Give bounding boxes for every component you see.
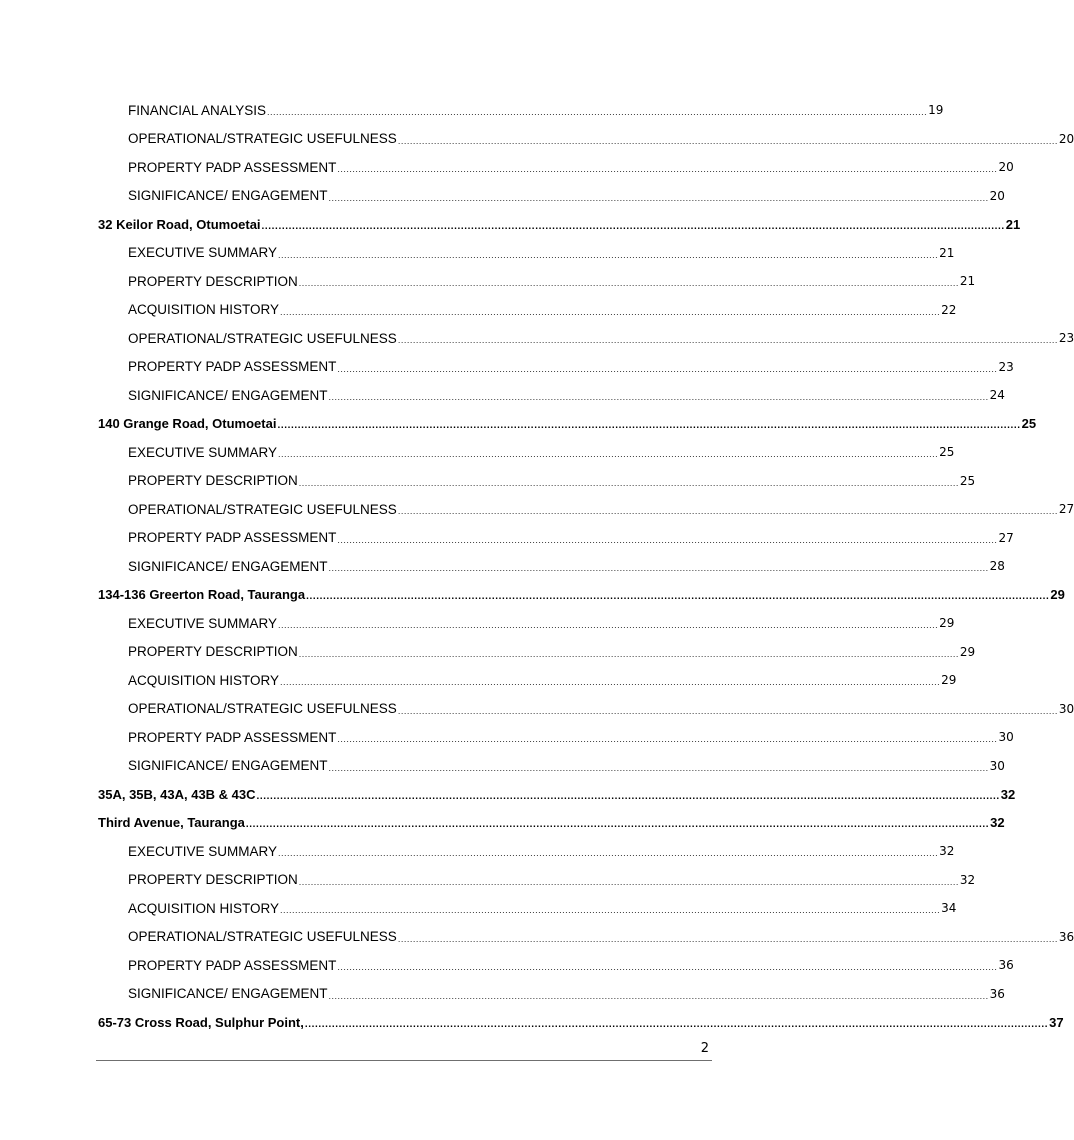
toc-entry-page: 21 xyxy=(939,245,955,260)
toc-dot-leader: ............................................................................................................................................................................................................................ xyxy=(256,790,1000,802)
toc-entry-title: SIGNIFICANCE/ ENGAGEMENT xyxy=(128,558,328,574)
toc-entry-title: PROPERTY PADP ASSESSMENT xyxy=(128,729,337,745)
toc-entry-page: 24 xyxy=(989,388,1005,403)
toc-entry-page: 27 xyxy=(998,530,1014,545)
toc-dot-leader: ............................................................................................................................................................................................................................ xyxy=(337,534,998,545)
toc-dot-leader: ............................................................................................................................................................................................................................ xyxy=(298,477,959,488)
toc-entry-title: SIGNIFICANCE/ ENGAGEMENT xyxy=(128,188,328,204)
toc-entry[interactable] xyxy=(0,324,1074,353)
toc-entry[interactable] xyxy=(0,353,1014,382)
toc-dot-leader: ............................................................................................................................................................................................................................ xyxy=(397,506,1058,517)
toc-entry[interactable] xyxy=(0,1008,1064,1037)
toc-entry-page: 29 xyxy=(941,673,957,688)
toc-entry-page: 32 xyxy=(959,872,976,887)
toc-entry-title: OPERATIONAL/STRATEGIC USEFULNESS xyxy=(128,501,397,517)
toc-dot-leader: ............................................................................................................................................................................................................................ xyxy=(337,962,998,973)
toc-entry-title: ACQUISITION HISTORY xyxy=(128,900,280,916)
toc-entry[interactable] xyxy=(0,467,976,496)
toc-dot-leader: ............................................................................................................................................................................................................................ xyxy=(337,164,998,175)
toc-entry-page: 32 xyxy=(939,844,955,859)
toc-entry-title: 134-136 Greerton Road, Tauranga xyxy=(98,587,306,603)
toc-entry[interactable] xyxy=(0,638,976,667)
footer-divider xyxy=(96,1060,712,1061)
toc-entry-page: 34 xyxy=(941,901,957,916)
toc-dot-leader: ............................................................................................................................................................................................................................ xyxy=(298,648,959,659)
toc-entry[interactable] xyxy=(0,581,1065,610)
toc-entry[interactable] xyxy=(0,495,1074,524)
toc-dot-leader: ............................................................................................................................................................................................................................ xyxy=(298,876,959,887)
toc-dot-leader: ............................................................................................................................................................................................................................ xyxy=(328,990,989,1001)
toc-entry-page: 30 xyxy=(998,730,1014,745)
toc-entry[interactable] xyxy=(0,780,1016,809)
toc-entry-title: 65-73 Cross Road, Sulphur Point, xyxy=(98,1014,304,1030)
toc-dot-leader: ............................................................................................................................................................................................................................ xyxy=(267,107,928,118)
toc-entry[interactable] xyxy=(0,666,957,695)
toc-dot-leader: ............................................................................................................................................................................................................................ xyxy=(397,933,1058,944)
toc-entry-page: 37 xyxy=(1049,1014,1064,1030)
toc-entry-title: EXECUTIVE SUMMARY xyxy=(128,843,278,859)
toc-entry-page: 20 xyxy=(989,188,1005,203)
toc-dot-leader: ............................................................................................................................................................................................................................ xyxy=(278,620,939,631)
toc-entry-title: ACQUISITION HISTORY xyxy=(128,672,280,688)
toc-dot-leader: ............................................................................................................................................................................................................................ xyxy=(328,392,989,403)
toc-entry-page: 20 xyxy=(998,160,1014,175)
toc-dot-leader: ............................................................................................................................................................................................................................ xyxy=(304,1018,1049,1030)
toc-entry-page: 25 xyxy=(939,445,955,460)
toc-entry[interactable] xyxy=(0,438,955,467)
toc-entry-title: SIGNIFICANCE/ ENGAGEMENT xyxy=(128,986,328,1002)
toc-entry[interactable] xyxy=(0,125,1074,154)
toc-entry[interactable] xyxy=(0,695,1074,724)
toc-entry[interactable] xyxy=(0,96,944,125)
toc-entry-page: 27 xyxy=(1058,502,1074,517)
toc-entry-title: SIGNIFICANCE/ ENGAGEMENT xyxy=(128,387,328,403)
toc-entry-title: PROPERTY DESCRIPTION xyxy=(128,273,298,289)
toc-dot-leader: ............................................................................................................................................................................................................................ xyxy=(280,306,941,317)
toc-entry-page: 32 xyxy=(990,815,1005,831)
toc-dot-leader: ............................................................................................................................................................................................................................ xyxy=(278,848,939,859)
toc-entry[interactable] xyxy=(0,894,957,923)
toc-entry-page: 36 xyxy=(998,958,1014,973)
toc-dot-leader: ............................................................................................................................................................................................................................ xyxy=(397,705,1058,716)
toc-entry[interactable] xyxy=(0,524,1014,553)
toc-entry-title: Third Avenue, Tauranga xyxy=(98,815,245,831)
toc-entry-page: 28 xyxy=(989,559,1005,574)
toc-entry[interactable] xyxy=(0,267,976,296)
toc-entry[interactable] xyxy=(0,552,1005,581)
toc-dot-leader: ............................................................................................................................................................................................................................ xyxy=(261,220,1005,232)
toc-entry[interactable] xyxy=(0,723,1014,752)
toc-entry-page: 21 xyxy=(959,274,976,289)
toc-entry-page: 25 xyxy=(959,473,976,488)
toc-entry-title: 35A, 35B, 43A, 43B & 43C xyxy=(98,786,256,802)
toc-entry-title: EXECUTIVE SUMMARY xyxy=(128,444,278,460)
toc-entry-title: PROPERTY PADP ASSESSMENT xyxy=(128,957,337,973)
toc-entry[interactable] xyxy=(0,296,957,325)
toc-entry-page: 21 xyxy=(1005,216,1021,232)
toc-entry-page: 20 xyxy=(1058,131,1074,146)
toc-entry-page: 19 xyxy=(928,103,944,118)
page-number: 2 xyxy=(700,1041,709,1056)
toc-entry[interactable] xyxy=(0,752,1005,781)
toc-entry[interactable] xyxy=(0,381,1005,410)
table-of-contents xyxy=(0,96,1074,1037)
toc-entry-page: 25 xyxy=(1021,416,1037,432)
toc-entry-title: EXECUTIVE SUMMARY xyxy=(128,615,278,631)
toc-entry[interactable] xyxy=(0,210,1021,239)
toc-entry-page: 29 xyxy=(1050,587,1065,603)
toc-dot-leader: ............................................................................................................................................................................................................................ xyxy=(397,335,1058,346)
toc-entry-page: 30 xyxy=(1058,701,1074,716)
toc-entry-title: PROPERTY DESCRIPTION xyxy=(128,644,298,660)
toc-entry[interactable] xyxy=(0,951,1014,980)
toc-dot-leader: ............................................................................................................................................................................................................................ xyxy=(280,677,941,688)
toc-entry[interactable] xyxy=(0,410,1037,439)
toc-entry-title: FINANCIAL ANALYSIS xyxy=(128,102,267,118)
toc-entry-title: EXECUTIVE SUMMARY xyxy=(128,245,278,261)
toc-entry[interactable] xyxy=(0,239,955,268)
toc-entry-title: PROPERTY PADP ASSESSMENT xyxy=(128,359,337,375)
toc-dot-leader: ............................................................................................................................................................................................................................ xyxy=(277,420,1021,432)
toc-entry-title: 32 Keilor Road, Otumoetai xyxy=(98,216,261,232)
toc-entry-page: 29 xyxy=(939,616,955,631)
toc-entry[interactable] xyxy=(0,809,1005,838)
toc-entry-page: 36 xyxy=(1058,929,1074,944)
toc-entry-page: 29 xyxy=(959,644,976,659)
toc-entry[interactable] xyxy=(0,182,1005,211)
toc-dot-leader: ............................................................................................................................................................................................................................ xyxy=(397,135,1058,146)
toc-entry[interactable] xyxy=(0,923,1074,952)
toc-entry-page: 22 xyxy=(941,302,957,317)
toc-entry-title: OPERATIONAL/STRATEGIC USEFULNESS xyxy=(128,701,397,717)
toc-dot-leader: ............................................................................................................................................................................................................................ xyxy=(245,819,990,831)
toc-entry[interactable] xyxy=(0,980,1005,1009)
toc-entry-title: 140 Grange Road, Otumoetai xyxy=(98,416,277,432)
toc-dot-leader: ............................................................................................................................................................................................................................ xyxy=(306,591,1050,603)
toc-entry-title: OPERATIONAL/STRATEGIC USEFULNESS xyxy=(128,330,397,346)
toc-dot-leader: ............................................................................................................................................................................................................................ xyxy=(278,449,939,460)
toc-dot-leader: ............................................................................................................................................................................................................................ xyxy=(328,192,989,203)
toc-entry-page: 30 xyxy=(989,758,1005,773)
toc-entry-title: SIGNIFICANCE/ ENGAGEMENT xyxy=(128,758,328,774)
toc-entry-page: 23 xyxy=(1058,331,1074,346)
toc-entry-title: PROPERTY DESCRIPTION xyxy=(128,872,298,888)
toc-dot-leader: ............................................................................................................................................................................................................................ xyxy=(278,249,939,260)
toc-entry[interactable] xyxy=(0,837,955,866)
toc-entry-title: PROPERTY PADP ASSESSMENT xyxy=(128,159,337,175)
toc-dot-leader: ............................................................................................................................................................................................................................ xyxy=(298,278,959,289)
toc-entry-title: ACQUISITION HISTORY xyxy=(128,302,280,318)
toc-entry-title: PROPERTY DESCRIPTION xyxy=(128,473,298,489)
toc-dot-leader: ............................................................................................................................................................................................................................ xyxy=(280,905,941,916)
toc-dot-leader: ............................................................................................................................................................................................................................ xyxy=(337,734,998,745)
toc-entry[interactable] xyxy=(0,153,1014,182)
toc-entry-page: 32 xyxy=(1000,786,1016,802)
toc-entry-page: 36 xyxy=(989,986,1005,1001)
toc-entry-title: PROPERTY PADP ASSESSMENT xyxy=(128,530,337,546)
toc-dot-leader: ............................................................................................................................................................................................................................ xyxy=(328,563,989,574)
toc-entry-title: OPERATIONAL/STRATEGIC USEFULNESS xyxy=(128,131,397,147)
toc-entry[interactable] xyxy=(0,866,976,895)
toc-entry[interactable] xyxy=(0,609,955,638)
toc-dot-leader: ............................................................................................................................................................................................................................ xyxy=(328,762,989,773)
toc-entry-title: OPERATIONAL/STRATEGIC USEFULNESS xyxy=(128,929,397,945)
toc-dot-leader: ............................................................................................................................................................................................................................ xyxy=(337,363,998,374)
toc-entry-page: 23 xyxy=(998,359,1014,374)
